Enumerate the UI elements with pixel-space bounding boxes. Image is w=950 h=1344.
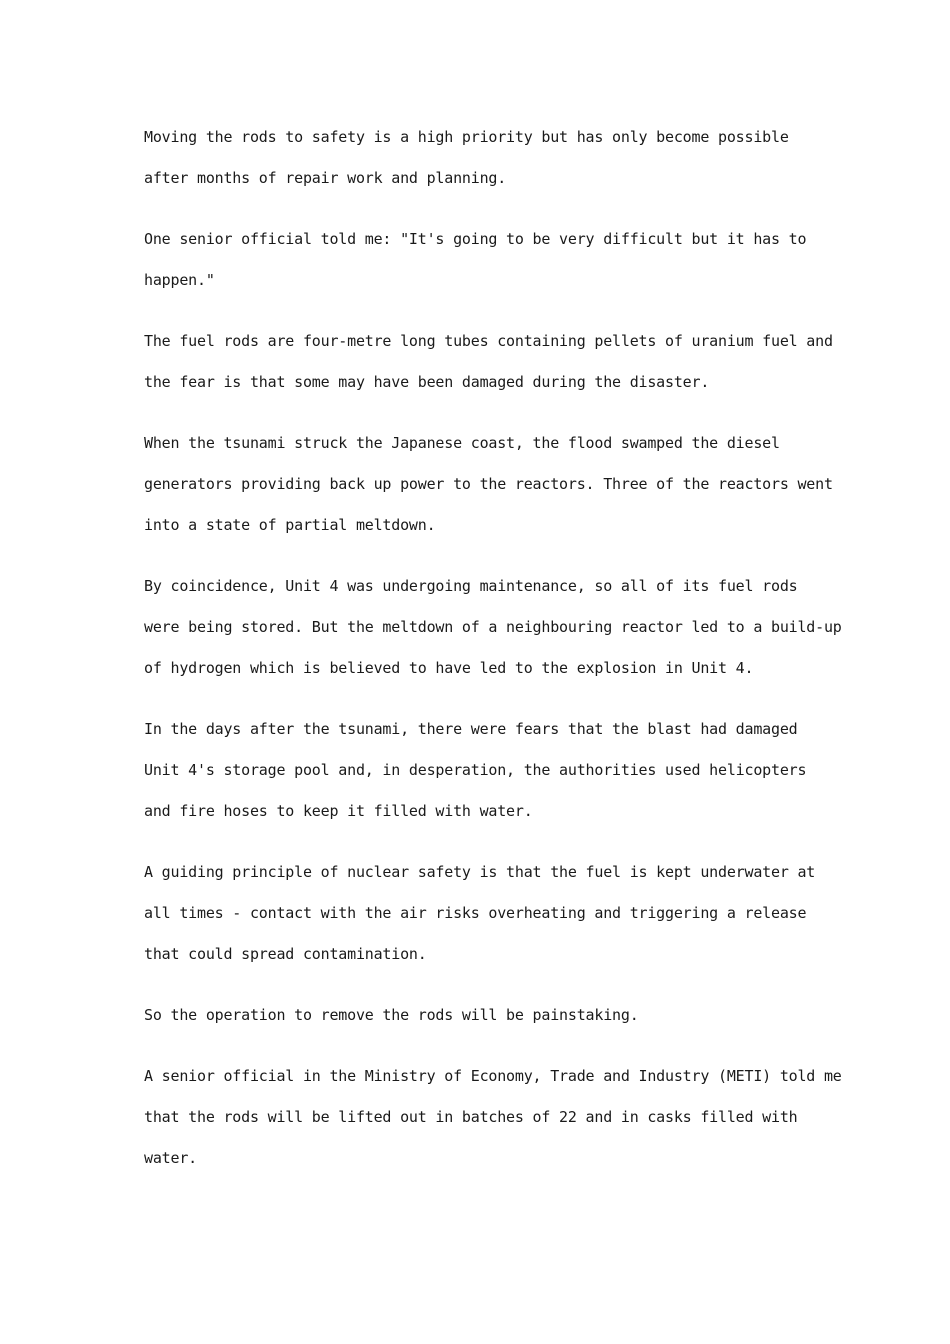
paragraph-9: [144, 1056, 842, 1179]
text-line: water.: [144, 1149, 197, 1167]
text-line: The fuel rods are four-metre long tubes containing pellets of uranium fuel and: [144, 332, 833, 350]
text-line: into a state of partial meltdown.: [144, 516, 436, 534]
text-line: and fire hoses to keep it filled with water.: [144, 802, 533, 820]
paragraph-6: [144, 709, 824, 832]
text-line: Unit 4's storage pool and, in desperation, the authorities used helicopters: [144, 761, 807, 779]
paragraph-8: [144, 995, 824, 1036]
text-line: all times - contact with the air risks overheating and triggering a release: [144, 904, 807, 922]
text-line: generators providing back up power to the reactors. Three of the reactors went: [144, 475, 833, 493]
text-line: A senior official in the Ministry of Economy, Trade and Industry (METI) told me: [144, 1067, 842, 1085]
paragraph-2: [144, 219, 824, 301]
text-line: When the tsunami struck the Japanese coast, the flood swamped the diesel: [144, 434, 780, 452]
text-line: One senior official told me: "It's going to be very difficult but it has to: [144, 230, 807, 248]
text-line: A guiding principle of nuclear safety is that the fuel is kept underwater at: [144, 863, 816, 881]
text-line: were being stored. But the meltdown of a neighbouring reactor led to a build-up: [144, 618, 842, 636]
article-body: [144, 117, 842, 1199]
text-line: the fear is that some may have been damaged during the disaster.: [144, 373, 710, 391]
text-line: after months of repair work and planning.: [144, 169, 507, 187]
text-line: By coincidence, Unit 4 was undergoing maintenance, so all of its fuel rods: [144, 577, 798, 595]
paragraph-3: [144, 321, 833, 403]
text-line: In the days after the tsunami, there were fears that the blast had damaged: [144, 720, 798, 738]
paragraph-7: [144, 852, 824, 975]
text-line: that could spread contamination.: [144, 945, 427, 963]
paragraph-4: [144, 423, 833, 546]
paragraph-5: [144, 566, 842, 689]
text-line: of hydrogen which is believed to have led to the explosion in Unit 4.: [144, 659, 754, 677]
text-line: happen.": [144, 271, 215, 289]
text-line: that the rods will be lifted out in batches of 22 and in casks filled with: [144, 1108, 798, 1126]
text-line: So the operation to remove the rods will be painstaking.: [144, 1006, 639, 1024]
text-line: Moving the rods to safety is a high priority but has only become possible: [144, 128, 789, 146]
paragraph-1: [144, 117, 824, 199]
